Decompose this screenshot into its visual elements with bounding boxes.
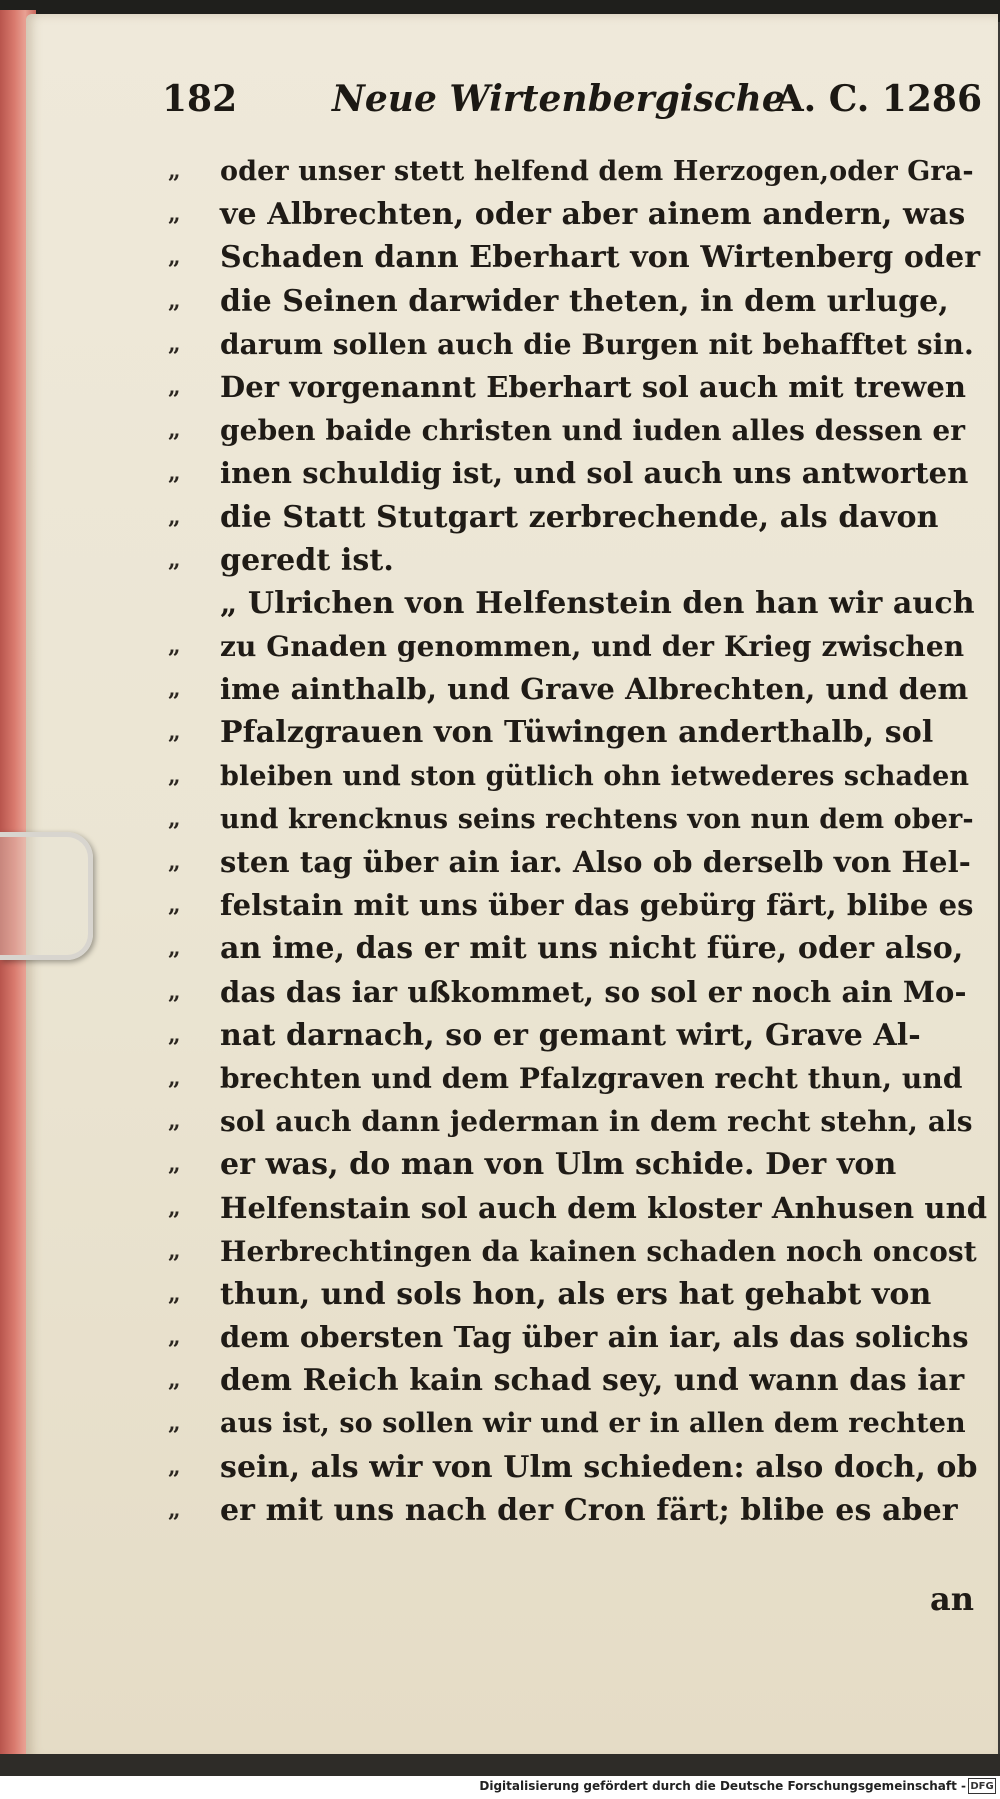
text-line — [168, 236, 988, 279]
quotation-mark: „ — [168, 1367, 181, 1394]
text-line — [168, 1273, 988, 1316]
line-text: Pfalzgrauen von Tüwingen anderthalb, sol — [220, 715, 934, 751]
line-text: an ime, das er mit uns nicht füre, oder also, — [220, 931, 964, 967]
line-text: die Statt Stutgart zerbrechende, als davon — [220, 499, 939, 535]
quotation-mark: „ — [168, 546, 181, 573]
quotation-mark: „ — [168, 1194, 181, 1221]
line-text: die Seinen darwider theten, in dem urluge, — [220, 283, 949, 319]
text-line — [168, 582, 988, 625]
quotation-mark: „ — [168, 1410, 181, 1437]
text-line — [168, 1187, 988, 1230]
line-text: sein, als wir von Ulm schieden: also doch, ob — [220, 1449, 978, 1485]
line-text: er was, do man von Ulm schide. Der von — [220, 1147, 897, 1183]
quotation-mark: „ — [168, 287, 181, 314]
text-line — [168, 625, 988, 668]
quotation-mark: „ — [168, 719, 181, 746]
line-text: ime ainthalb, und Grave Albrechten, und dem — [220, 672, 969, 707]
quotation-mark: „ — [168, 1496, 181, 1523]
quotation-mark: „ — [168, 1324, 181, 1351]
quotation-mark: „ — [168, 330, 181, 357]
text-line — [168, 280, 988, 323]
dfg-logo: DFG — [968, 1778, 996, 1794]
scan-bottom-border — [0, 1754, 1000, 1776]
text-line — [168, 366, 988, 409]
text-line — [168, 711, 988, 754]
quotation-mark: „ — [168, 503, 181, 530]
quotation-mark: „ — [168, 633, 181, 660]
quotation-mark: „ — [168, 805, 181, 832]
quotation-mark: „ — [168, 849, 181, 875]
text-line — [168, 496, 988, 539]
text-line — [168, 884, 988, 927]
quotation-mark: „ — [168, 1237, 181, 1264]
quotation-mark: „ — [168, 762, 181, 789]
line-text: geredt ist. — [220, 542, 394, 578]
quotation-mark: „ — [168, 373, 181, 400]
quotation-mark: „ — [168, 417, 181, 444]
quotation-mark: „ — [168, 1021, 181, 1048]
line-text: brechten und dem Pfalzgraven recht thun, und — [220, 1061, 963, 1095]
footer-credit: Digitalisierung gefördert durch die Deutsche Forschungsgemeinschaft - — [479, 1779, 966, 1793]
text-line — [168, 1446, 988, 1489]
text-line — [168, 1014, 988, 1057]
text-line — [168, 150, 988, 193]
line-text: sol auch dann jederman in dem recht stehn, als — [220, 1105, 973, 1139]
quotation-mark: „ — [168, 244, 181, 271]
line-text: thun, und sols hon, als ers hat gehabt von — [220, 1276, 932, 1312]
line-text: das das iar ußkommet, so sol er noch ain Mo- — [220, 974, 967, 1009]
line-text: „ Ulrichen von Helfenstein den han wir auch — [220, 585, 975, 621]
text-line — [168, 755, 988, 798]
text-line — [168, 1143, 988, 1186]
line-text: bleiben und ston gütlich ohn ietwederes schaden — [220, 760, 970, 792]
quotation-mark: „ — [168, 676, 181, 703]
line-text: oder unser stett helfend dem Herzogen,oder Gra- — [220, 156, 974, 187]
text-line — [168, 1057, 988, 1100]
quotation-mark: „ — [168, 1108, 181, 1135]
text-line — [168, 971, 988, 1014]
quotation-mark: „ — [168, 978, 181, 1005]
text-line — [168, 798, 988, 841]
text-line — [168, 1316, 988, 1359]
line-text: sten tag über ain iar. Also ob derselb von Hel- — [220, 845, 971, 879]
text-line — [168, 193, 988, 236]
quotation-mark: „ — [168, 892, 181, 919]
running-title: Neue Wirtenbergische — [332, 78, 785, 120]
quotation-mark: „ — [168, 1064, 181, 1091]
text-line — [168, 539, 988, 582]
line-text: geben baide christen und iuden alles dessen er — [220, 414, 966, 448]
text-line — [168, 452, 988, 495]
quotation-mark: „ — [168, 460, 181, 487]
line-text: dem Reich kain schad sey, und wann das iar — [220, 1363, 965, 1399]
page-header — [162, 78, 982, 134]
text-line — [168, 668, 988, 711]
quotation-mark: „ — [168, 935, 181, 962]
page-clip — [0, 832, 93, 960]
quotation-mark: „ — [168, 201, 181, 228]
line-text: und krencknus seins rechtens von nun dem ober- — [220, 803, 974, 835]
body-text — [168, 150, 988, 1532]
catchword: an — [930, 1580, 974, 1618]
text-line — [168, 1100, 988, 1143]
line-text: Herbrechtingen da kainen schaden noch oncost — [220, 1234, 977, 1268]
quotation-mark: „ — [168, 1280, 181, 1307]
text-line — [168, 841, 988, 884]
page-number: 182 — [162, 78, 238, 120]
text-line — [168, 1230, 988, 1273]
line-text: Der vorgenannt Eberhart sol auch mit trewen — [220, 369, 967, 404]
line-text: felstain mit uns über das gebürg färt, blibe es — [220, 888, 974, 923]
text-line — [168, 927, 988, 970]
text-line — [168, 1489, 988, 1532]
line-text: inen schuldig ist, und sol auch uns antworten — [220, 456, 969, 491]
quotation-mark: „ — [168, 1453, 181, 1480]
line-text: Schaden dann Eberhart von Wirtenberg oder — [220, 240, 981, 276]
text-line — [168, 323, 988, 366]
line-text: Helfenstain sol auch dem kloster Anhusen und — [220, 1190, 988, 1225]
text-line — [168, 1402, 988, 1445]
quotation-mark: „ — [168, 1151, 181, 1178]
text-line — [168, 1359, 988, 1402]
line-text: zu Gnaden genommen, und der Krieg zwischen — [220, 630, 965, 664]
text-line — [168, 409, 988, 452]
line-text: nat darnach, so er gemant wirt, Grave Al- — [220, 1017, 921, 1053]
line-text: darum sollen auch die Burgen nit behafftet sin. — [220, 327, 974, 361]
quotation-mark: „ — [168, 158, 181, 184]
line-text: ve Albrechten, oder aber ainem andern, was — [220, 197, 966, 233]
line-text: dem obersten Tag über ain iar, als das solichs — [220, 1320, 969, 1355]
line-text: aus ist, so sollen wir und er in allen dem rechten — [220, 1408, 966, 1440]
line-text: er mit uns nach der Cron färt; blibe es aber — [220, 1492, 958, 1528]
year-marker: A. C. 1286 — [775, 78, 982, 120]
